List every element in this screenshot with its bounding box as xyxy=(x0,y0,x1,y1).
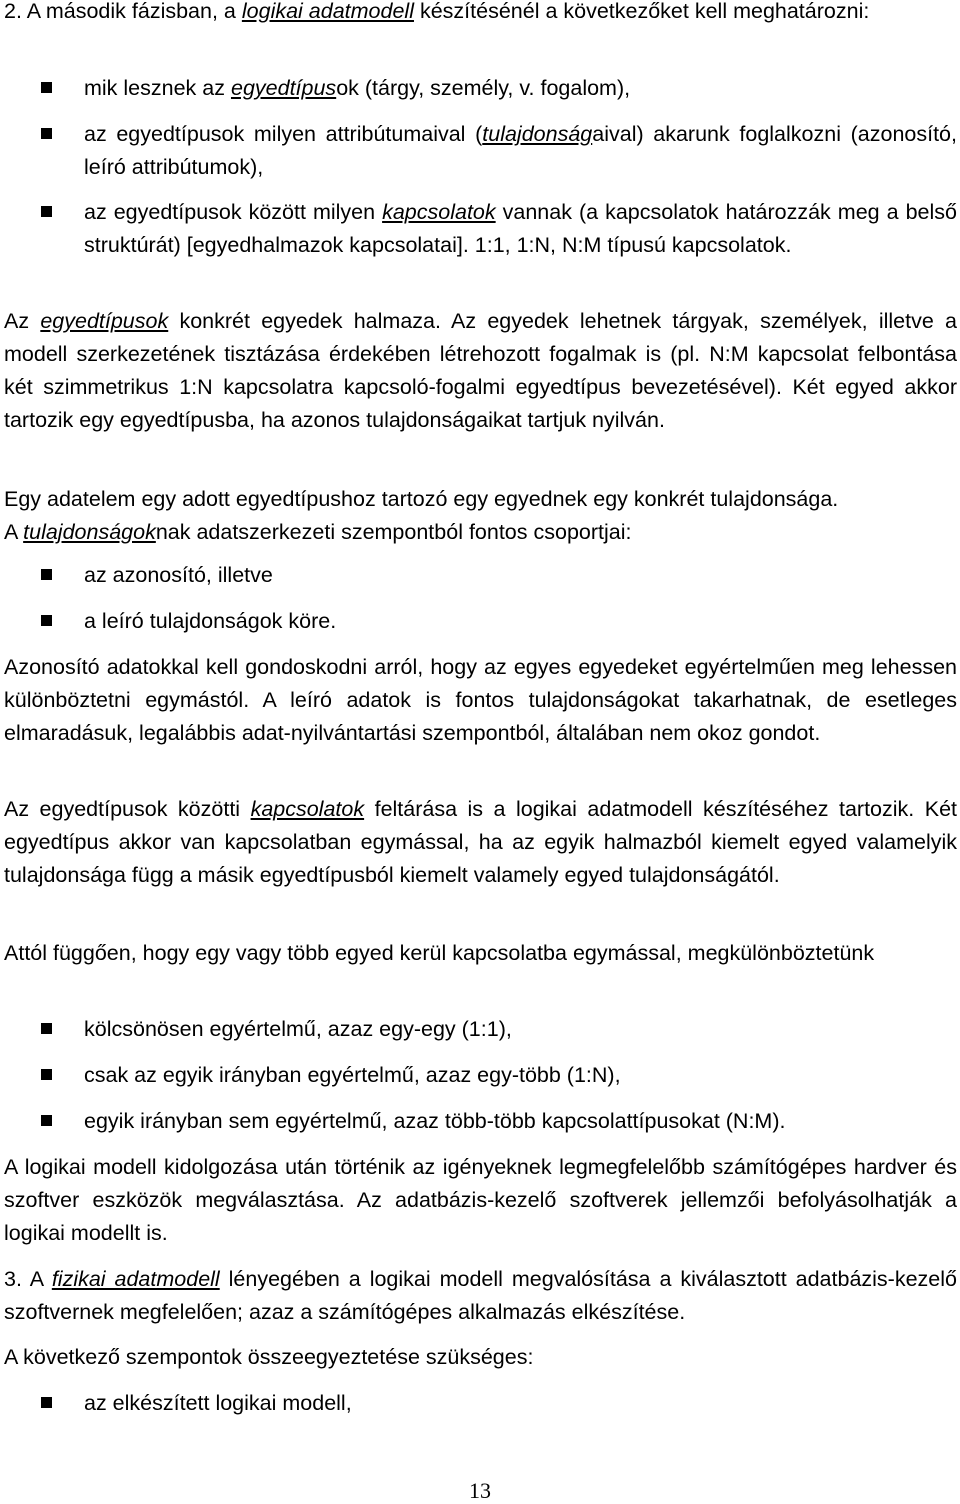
bullet-square-icon xyxy=(41,82,52,93)
requirements-paragraph: A következő szempontok összeegyeztetése szükséges: xyxy=(4,1345,534,1369)
phase2-text-1: A második fázisban, a xyxy=(26,0,236,23)
phase2-paragraph xyxy=(4,0,957,28)
entity-type-term: egyedtípus xyxy=(230,76,337,100)
identifier-paragraph: Azonosító adatokkal kell gondoskodni arról, hogy az egyes egyedeket egyértelműen meg lehessen különböztetni egymástól. A leíró adatok is fontos tulajdonságokat takarhatnak, de esetleges elmaradásuk, legalábbis adat-nyilvántartási szempontból, általában nem okoz gondot. xyxy=(4,655,957,745)
logical-datamodel-term: logikai adatmodell xyxy=(241,0,414,23)
bullet-square-icon xyxy=(41,1069,52,1080)
hardware-paragraph: A logikai modell kidolgozása után történik az igényeknek legmegfelelőbb számítógépes hardver és szoftver eszközök megválasztása. Az adatbázis-kezelő szoftverek jellemzői befolyásolhatják a logikai modellt is. xyxy=(4,1155,957,1245)
physical-datamodel-term: fizikai adatmodell xyxy=(51,1267,220,1291)
bullet-square-icon xyxy=(41,1115,52,1126)
phase2-text-2: készítésénél a következőket kell meghatározni: xyxy=(419,0,870,23)
list-item: csak az egyik irányban egyértelmű, azaz egy-több (1:N), xyxy=(84,1063,621,1087)
bullet-square-icon xyxy=(41,1023,52,1034)
list-item: kölcsönösen egyértelmű, azaz egy-egy (1:1), xyxy=(84,1017,512,1041)
entity-types-term: egyedtípusok xyxy=(40,309,169,333)
list-item: az azonosító, illetve xyxy=(84,563,273,587)
bullet-square-icon xyxy=(41,1397,52,1408)
property-term: tulajdonság xyxy=(482,122,593,146)
relationships-paragraph: Az egyedtípusok közötti kapcsolatok feltárása is a logikai adatmodell készítéséhez tartozik. Két egyedtípus akkor van kapcsolatban egymással, ha az egyik halmazból kiemelt egyed valamelyik tulajdonsága függ a másik egyedtípusból kiemelt valamely egyed tulajdonságától. xyxy=(4,797,958,887)
properties-term: tulajdonságok xyxy=(23,520,156,544)
list-item: a leíró tulajdonságok köre. xyxy=(84,609,337,633)
list-item: egyik irányban sem egyértelmű, azaz több-több kapcsolattípusokat (N:M). xyxy=(84,1109,786,1133)
page-number: 13 xyxy=(469,1478,491,1503)
bullet-square-icon xyxy=(41,569,52,580)
relationships-term: kapcsolatok xyxy=(382,200,496,224)
cardinality-paragraph: Attól függően, hogy egy vagy több egyed kerül kapcsolatba egymással, megkülönböztetünk xyxy=(4,941,875,965)
bullet-square-icon xyxy=(41,128,52,139)
bullet-square-icon xyxy=(41,206,52,217)
list-item: mik lesznek az egyedtípusok (tárgy, személy, v. fogalom), xyxy=(84,76,631,100)
data-element-paragraph: Egy adatelem egy adott egyedtípushoz tartozó egy egyednek egy konkrét tulajdonsága. A tulajdonságoknak adatszerkezeti szempontból fontos csoportjai: xyxy=(4,487,839,544)
list-item: az egyedtípusok között milyen kapcsolatok vannak (a kapcsolatok határozzák meg a belső struktúrát) [egyedhalmazok kapcsolatai]. 1:1, 1:N, N:M típusú kapcsolatok. xyxy=(84,200,957,257)
phase2-number: 2. xyxy=(4,0,22,23)
entity-type-paragraph: Az egyedtípusok konkrét egyedek halmaza. Az egyedek lehetnek tárgyak, személyek, illetve a modell szerkezetének tisztázása érdekében létrehozott fogalmak is (pl. N:M kapcsolat felbontása két szimmetrikus 1:N kapcsolatra kapcsoló-fogalmi egyedtípus bevezetésével). Két egyed akkor tartozik egy egyedtípusba, ha azonos tulajdonságaikat tartjuk nyilván. xyxy=(4,309,957,432)
list-item: az elkészített logikai modell, xyxy=(84,1391,352,1415)
list-item: az egyedtípusok milyen attribútumaival (tulajdonságaival) akarunk foglalkozni (azonosító, leíró attribútumok), xyxy=(84,122,957,179)
bullet-square-icon xyxy=(41,615,52,626)
relationships-link-term: kapcsolatok xyxy=(250,797,365,821)
phase3-paragraph: 3. A fizikai adatmodell lényegében a logikai modell megvalósítása a kiválasztott adatbázis-kezelő szoftvernek megfelelően; azaz a számítógépes alkalmazás elkészítése. xyxy=(4,1267,957,1324)
